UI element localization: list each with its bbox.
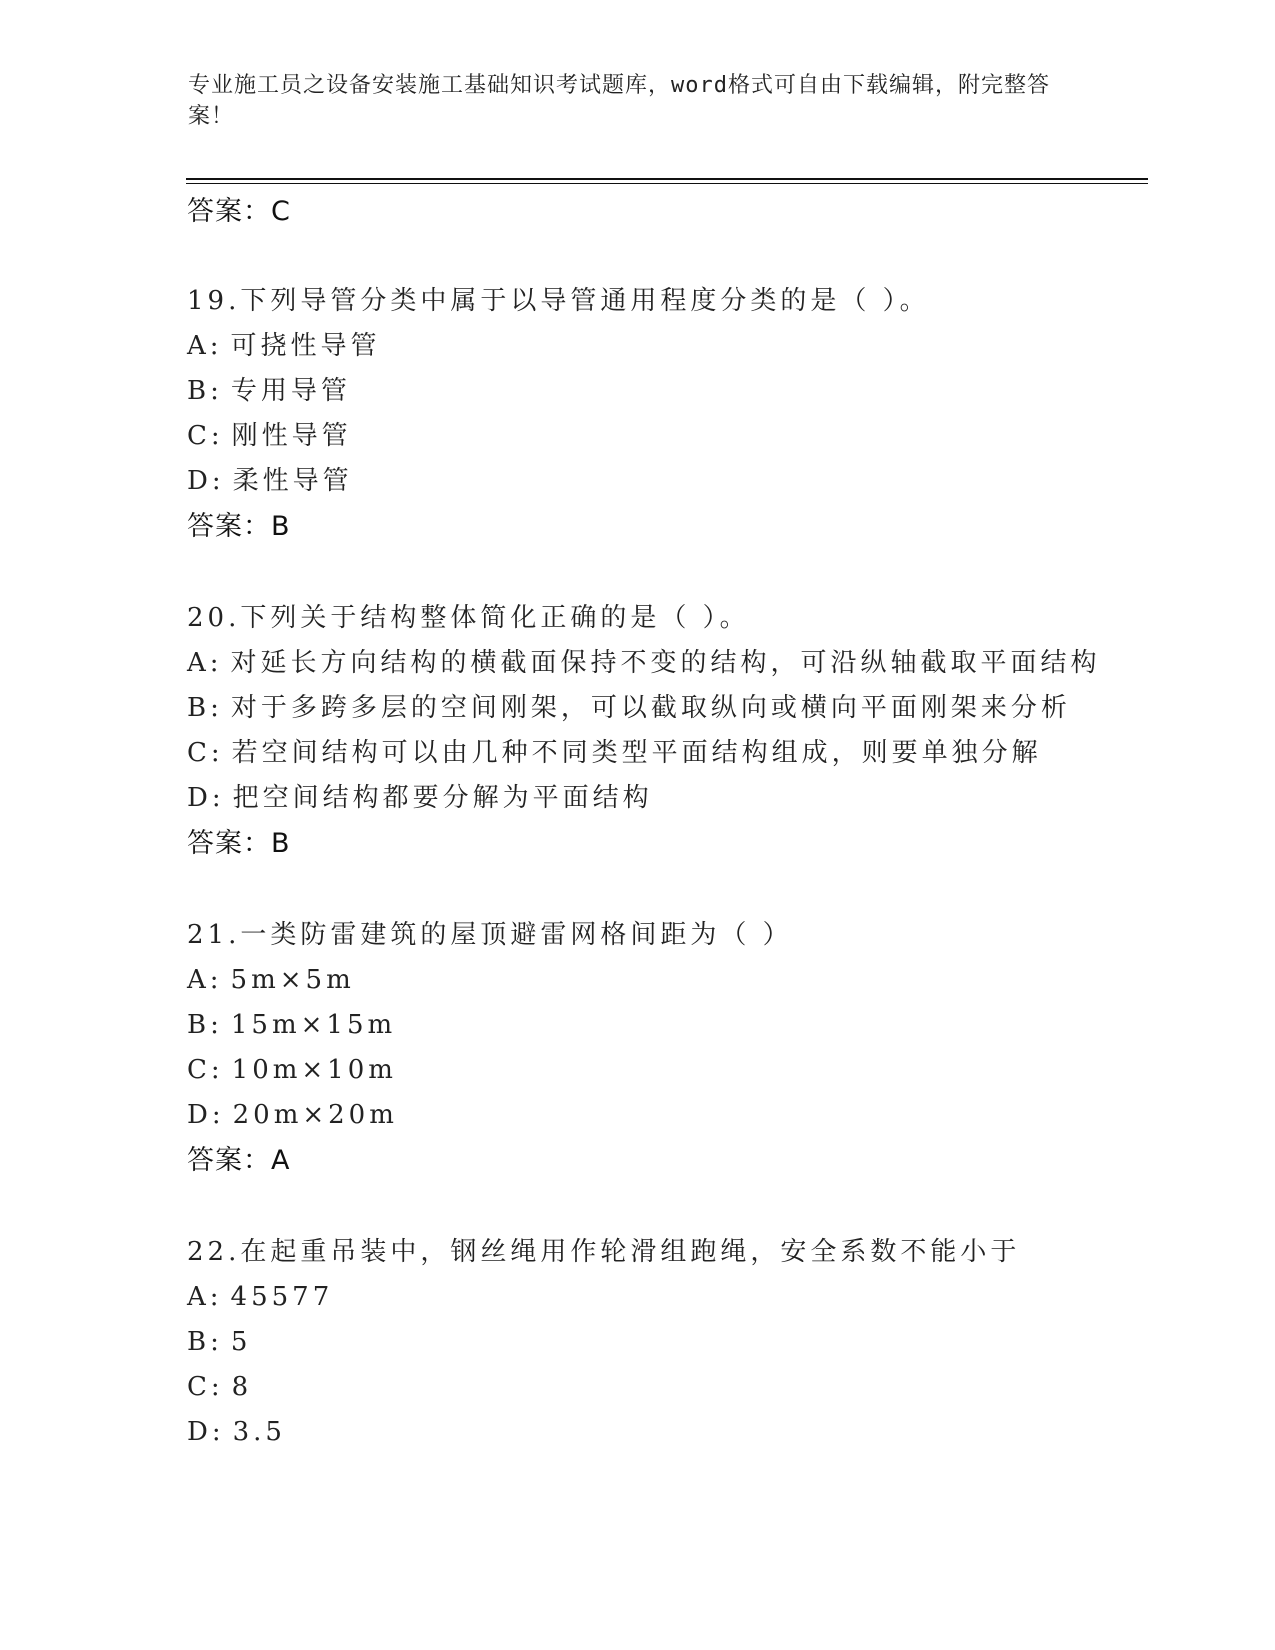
answer-line: 答案：C	[187, 196, 291, 227]
option-text: 20m×20m	[232, 1100, 398, 1130]
question-text: 22.在起重吊装中，钢丝绳用作轮滑组跑绳，安全系数不能小于	[187, 1237, 1021, 1267]
option-line	[187, 1009, 396, 1041]
option-label: D:	[187, 1100, 225, 1130]
option-text: 若空间结构可以由几种不同类型平面结构组成，则要单独分解	[231, 738, 1042, 768]
question-text: 21.一类防雷建筑的屋顶避雷网格间距为（ ）	[187, 920, 793, 950]
option-line	[187, 1054, 397, 1086]
option-line	[187, 1326, 251, 1358]
answer-line: 答案：B	[187, 511, 291, 542]
option-label: D:	[187, 466, 225, 496]
option-label: C:	[187, 421, 224, 451]
option-label: A:	[187, 965, 223, 995]
option-line	[187, 420, 352, 452]
option-label: A:	[187, 1282, 223, 1312]
option-text: 3.5	[232, 1417, 286, 1447]
option-label: C:	[187, 1055, 224, 1085]
option-label: D:	[187, 783, 225, 813]
header-divider-thin	[186, 183, 1148, 184]
option-line	[187, 1416, 286, 1448]
option-text: 8	[231, 1372, 253, 1402]
option-label: B:	[187, 693, 223, 723]
option-line	[187, 465, 353, 497]
option-line	[187, 1281, 333, 1313]
document-header: 专业施工员之设备安装施工基础知识考试题库，word格式可自由下载编辑，附完整答案！	[188, 73, 1050, 129]
option-line	[187, 647, 1101, 679]
option-line	[187, 375, 351, 407]
option-label: A:	[187, 331, 223, 361]
option-label: C:	[187, 1372, 224, 1402]
header-divider-thick	[186, 178, 1148, 180]
option-text: 5	[230, 1327, 252, 1357]
option-line	[187, 737, 1042, 769]
option-text: 可挠性导管	[230, 331, 381, 361]
option-text: 对于多跨多层的空间刚架，可以截取纵向或横向平面刚架来分析	[230, 693, 1071, 723]
option-line	[187, 330, 381, 362]
answer-line: 答案：A	[187, 1145, 291, 1176]
answer-line: 答案：B	[187, 828, 291, 859]
option-line	[187, 1371, 252, 1403]
option-label: B:	[187, 376, 223, 406]
option-label: A:	[187, 648, 223, 678]
option-text: 柔性导管	[232, 466, 353, 496]
option-line	[187, 964, 355, 996]
option-text: 5m×5m	[230, 965, 355, 995]
option-text: 专用导管	[230, 376, 351, 406]
option-text: 把空间结构都要分解为平面结构	[232, 783, 653, 813]
option-text: 刚性导管	[231, 421, 352, 451]
option-text: 10m×10m	[231, 1055, 397, 1085]
option-label: C:	[187, 738, 224, 768]
option-text: 对延长方向结构的横截面保持不变的结构，可沿纵轴截取平面结构	[230, 648, 1101, 678]
option-line	[187, 782, 653, 814]
option-label: B:	[187, 1327, 223, 1357]
option-line	[187, 1099, 398, 1131]
option-text: 15m×15m	[230, 1010, 397, 1040]
question-text: 20.下列关于结构整体简化正确的是（ ）。	[187, 603, 750, 633]
option-label: D:	[187, 1417, 225, 1447]
option-line	[187, 692, 1071, 724]
option-text: 45577	[230, 1282, 334, 1312]
option-label: B:	[187, 1010, 223, 1040]
question-text: 19.下列导管分类中属于以导管通用程度分类的是（ ）。	[187, 286, 930, 316]
